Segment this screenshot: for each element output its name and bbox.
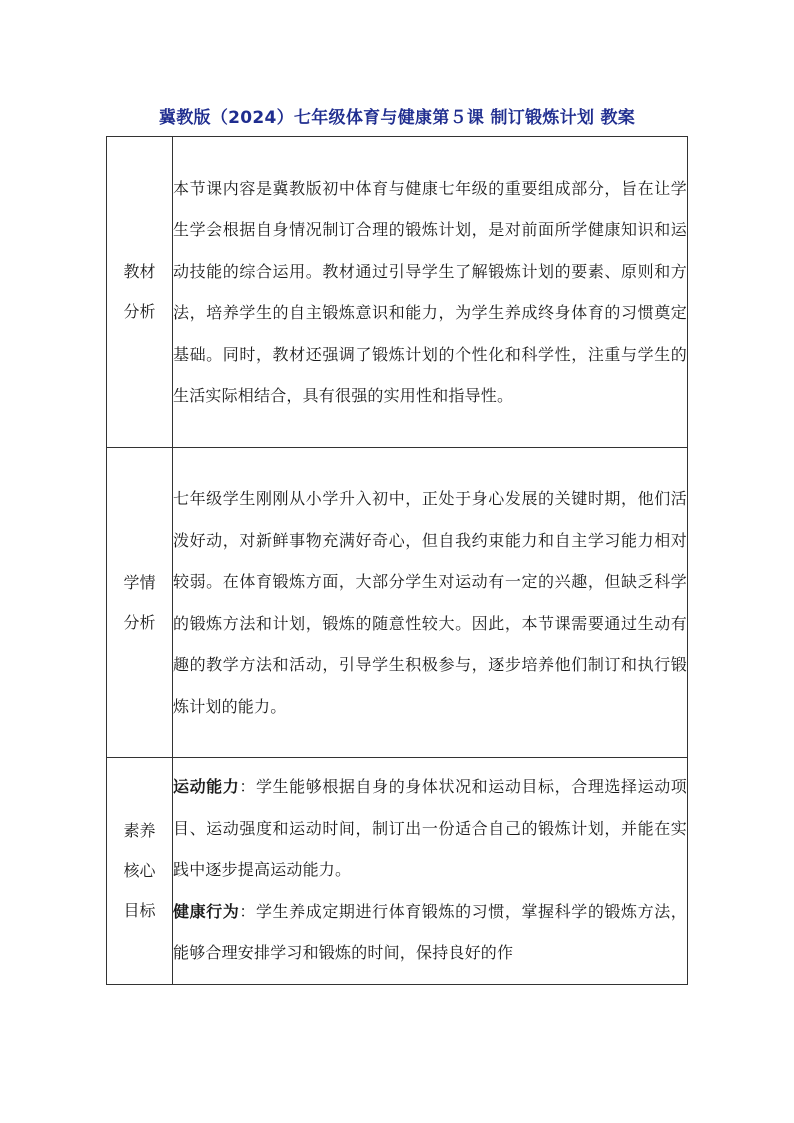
table-row-student-analysis	[107, 448, 688, 758]
textbook-analysis-content: 本节课内容是冀教版初中体育与健康七年级的重要组成部分，旨在让学生学会根据自身情况制订合理的锻炼计划，是对前面所学健康知识和运动技能的综合运用。教材通过引导学生了解锻炼计划的要素、原则和方法，培养学生的自主锻炼意识和能力，为学生养成终身体育的习惯奠定基础。同时，教材还强调了锻炼计划的个性化和科学性，注重与学生的生活实际相结合，具有很强的实用性和指导性。	[173, 137, 688, 448]
core-literacy-goals-content	[173, 758, 688, 985]
student-analysis-content: 七年级学生刚刚从小学升入初中，正处于身心发展的关键时期，他们活泼好动，对新鲜事物充满好奇心，但自我约束能力和自主学习能力相对较弱。在体育锻炼方面，大部分学生对运动有一定的兴趣，但缺乏科学的锻炼方法和计划，锻炼的随意性较大。因此，本节课需要通过生动有趣的教学方法和活动，引导学生积极参与，逐步培养他们制订和执行锻炼计划的能力。	[173, 448, 688, 758]
goal-item-motor-ability	[173, 766, 687, 891]
row-label-line: 分析	[123, 612, 156, 632]
goal-item-health-behavior	[173, 891, 687, 974]
row-label-line: 教材	[123, 262, 156, 281]
row-label-core-literacy-goals	[107, 758, 173, 985]
row-label-line: 分析	[123, 302, 156, 321]
row-label-line: 素养	[123, 821, 156, 840]
goal-text: ：学生能够根据自身的身体状况和运动目标，合理选择运动项目、运动强度和运动时间，制订出一份适合自己的锻炼计划，并能在实践中逐步提高运动能力。	[173, 777, 687, 879]
goal-term: 健康行为	[173, 901, 240, 921]
row-label-line: 学情	[123, 572, 156, 592]
table-row-textbook-analysis	[107, 137, 688, 448]
row-label-line: 目标	[123, 901, 156, 920]
document-title: 冀教版（2024）七年级体育与健康第５课 制订锻炼计划 教案	[158, 108, 636, 128]
table-row-core-literacy-goals	[107, 758, 688, 985]
lesson-plan-table	[106, 136, 688, 985]
goal-term: 运动能力	[173, 777, 240, 796]
row-label-student-analysis	[107, 448, 173, 758]
row-label-line: 核心	[123, 861, 156, 880]
row-label-textbook-analysis	[107, 137, 173, 448]
goal-text: ：学生养成定期进行体育锻炼的习惯，掌握科学的锻炼方法，能够合理安排学习和锻炼的时间，保持良好的作	[173, 901, 687, 962]
